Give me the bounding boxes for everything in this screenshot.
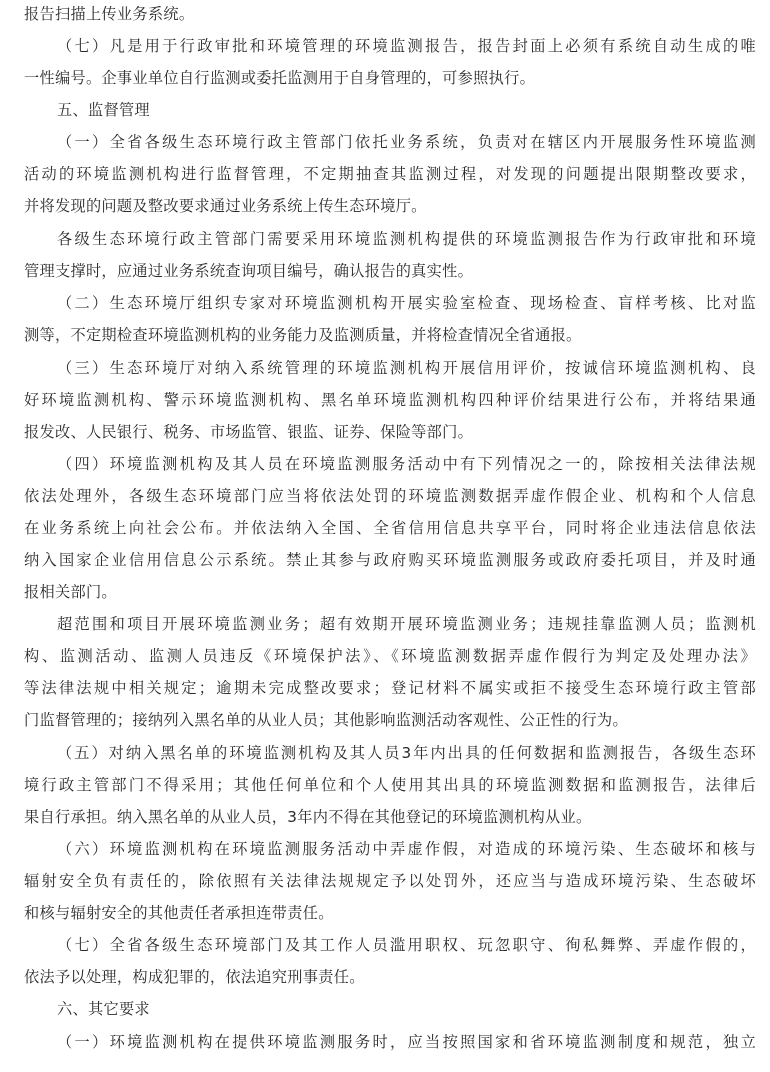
paragraph-line: 果自行承担。纳入黑名单的从业人员，3年内不得在其他登记的环境监测机构从业。 <box>24 808 592 826</box>
paragraph-line: 在业务系统上向社会公布。并依法纳入全国、全省信用信息共享平台，同时将企业违法信息依法 <box>24 519 756 537</box>
paragraph-line: （七）全省各级生态环境部门及其工作人员滥用职权、玩忽职守、徇私舞弊、弄虚作假的， <box>57 936 756 954</box>
paragraph-line: 报告扫描上传业务系统。 <box>24 5 195 23</box>
paragraph-line: （三）生态环境厅对纳入系统管理的环境监测机构开展信用评价，按诚信环境监测机构、良 <box>57 359 756 377</box>
paragraph-line: 报相关部门。 <box>24 583 117 601</box>
paragraph-line: 纳入国家企业信用信息公示系统。禁止其参与政府购买环境监测服务或政府委托项目，并及时通 <box>24 551 756 569</box>
paragraph-line: （五）对纳入黑名单的环境监测机构及其人员3年内出具的任何数据和监测报告，各级生态环 <box>57 744 756 762</box>
paragraph-line: 等法律法规中相关规定；逾期未完成整改要求；登记材料不属实或拒不接受生态环境行政主管部 <box>24 679 756 697</box>
paragraph-line: 并将发现的问题及整改要求通过业务系统上传生态环境厅。 <box>24 197 427 215</box>
paragraph-line: 和核与辐射安全的其他责任者承担连带责任。 <box>24 904 334 922</box>
paragraph-line: 超范围和项目开展环境监测业务；超有效期开展环境监测业务；违规挂靠监测人员；监测机 <box>57 615 756 633</box>
paragraph-line: 测等，不定期检查环境监测机构的业务能力及监测质量，并将检查情况全省通报。 <box>24 326 582 344</box>
paragraph-line: 境行政主管部门不得采用；其他任何单位和个人使用其出具的环境监测数据和监测报告，法律后 <box>24 776 756 794</box>
paragraph-line: 构、监测活动、监测人员违反《环境保护法》、《环境监测数据弄虚作假行为判定及处理办法》 <box>24 647 756 665</box>
paragraph-line: 一性编号。企事业单位自行监测或委托监测用于自身管理的，可参照执行。 <box>24 69 536 87</box>
paragraph-line: 各级生态环境行政主管部门需要采用环境监测机构提供的环境监测报告作为行政审批和环境 <box>57 230 756 248</box>
paragraph-line: 报发改、人民银行、税务、市场监管、银监、证券、保险等部门。 <box>24 423 474 441</box>
paragraph-line: （一）环境监测机构在提供环境监测服务时，应当按照国家和省环境监测制度和规范，独立 <box>57 1033 756 1051</box>
section-heading: 五、监督管理 <box>57 101 150 119</box>
paragraph-line: 辐射安全负有责任的，除依照有关法律法规规定予以处罚外，还应当与造成环境污染、生态破坏 <box>24 872 756 890</box>
section-heading: 六、其它要求 <box>57 1000 150 1018</box>
paragraph-line: 活动的环境监测机构进行监督管理，不定期抽查其监测过程，对发现的问题提出限期整改要求， <box>24 165 756 183</box>
paragraph-line: 依法处理外，各级生态环境部门应当将依法处罚的环境监测数据弄虚作假企业、机构和个人信息 <box>24 487 756 505</box>
paragraph-line: （四）环境监测机构及其人员在环境监测服务活动中有下列情况之一的，除按相关法律法规 <box>57 455 756 473</box>
paragraph-line: 门监督管理的；接纳列入黑名单的从业人员；其他影响监测活动客观性、公正性的行为。 <box>24 711 629 729</box>
paragraph-line: （七）凡是用于行政审批和环境管理的环境监测报告，报告封面上必须有系统自动生成的唯 <box>57 37 756 55</box>
paragraph-line: 好环境监测机构、警示环境监测机构、黑名单环境监测机构四种评价结果进行公布，并将结果通 <box>24 391 756 409</box>
paragraph-line: （一）全省各级生态环境行政主管部门依托业务系统，负责对在辖区内开展服务性环境监测 <box>57 133 756 151</box>
paragraph-line: （六）环境监测机构在环境监测服务活动中弄虚作假，对造成的环境污染、生态破坏和核与 <box>57 840 756 858</box>
paragraph-line: （二）生态环境厅组织专家对环境监测机构开展实验室检查、现场检查、盲样考核、比对监 <box>57 294 756 312</box>
paragraph-line: 管理支撑时，应通过业务系统查询项目编号，确认报告的真实性。 <box>24 262 474 280</box>
paragraph-line: 依法予以处理，构成犯罪的，依法追究刑事责任。 <box>24 968 365 986</box>
